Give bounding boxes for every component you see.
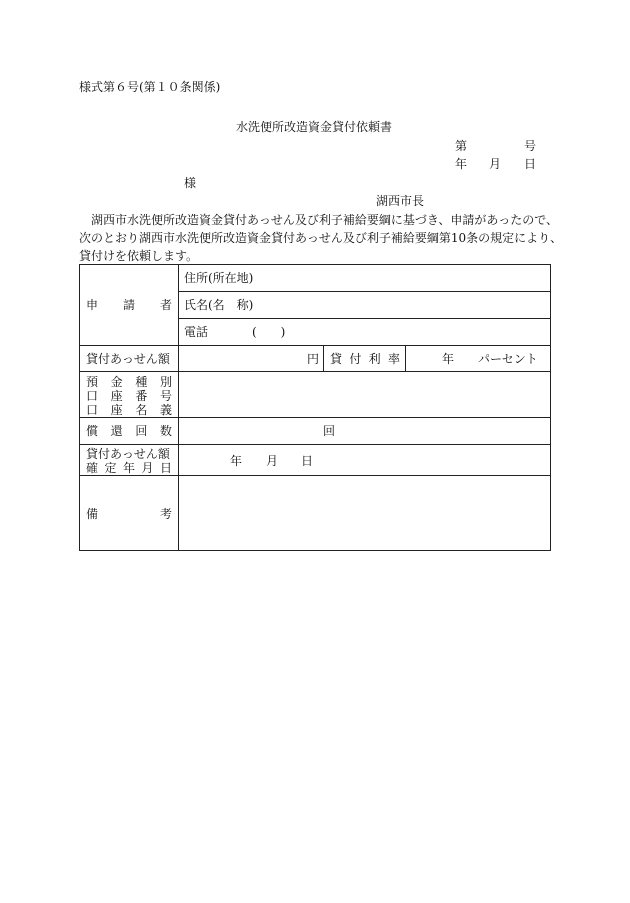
phone-paren: ( ) bbox=[252, 325, 286, 339]
remarks-label: 備 考 bbox=[86, 507, 172, 521]
decided-day: 日 bbox=[301, 454, 314, 468]
interest-rate-label: 貸 付 利 率 bbox=[330, 352, 400, 366]
loan-decided-label-1: 貸付あっせん額 bbox=[86, 447, 170, 461]
decided-month: 月 bbox=[266, 454, 279, 468]
applicant-label: 申 請 者 bbox=[86, 298, 172, 312]
kai-unit: 回 bbox=[323, 424, 336, 438]
rate-divider-left bbox=[323, 345, 324, 371]
repayment-count-label: 償 還 回 数 bbox=[86, 424, 172, 438]
row-divider bbox=[80, 444, 550, 445]
row-divider bbox=[178, 318, 550, 319]
body-text-line-2: 次のとおり湖西市水洗便所改造資金貸付あっせん及び利子補給要綱第10条の規定により、 bbox=[79, 231, 563, 245]
rate-nen: 年 bbox=[442, 352, 455, 366]
row-divider bbox=[80, 475, 550, 476]
document-title: 水洗便所改造資金貸付依頼書 bbox=[236, 120, 393, 134]
row-divider bbox=[80, 371, 550, 372]
label-column-divider bbox=[178, 265, 179, 550]
addressee-sama: 様 bbox=[184, 176, 197, 190]
rate-percent: パーセント bbox=[478, 352, 538, 366]
address-label: 住所(所在地) bbox=[184, 271, 254, 285]
row-divider bbox=[80, 417, 550, 418]
yen-unit: 円 bbox=[307, 352, 320, 366]
number-dai: 第 bbox=[455, 139, 468, 153]
issuer-name: 湖西市長 bbox=[376, 194, 425, 208]
row-divider bbox=[80, 345, 550, 346]
deposit-type-label: 預 金 種 別 bbox=[86, 375, 172, 389]
account-number-label: 口 座 番 号 bbox=[86, 389, 172, 403]
rate-divider-right bbox=[405, 345, 406, 371]
name-label: 氏名(名 称) bbox=[184, 298, 254, 312]
decided-year: 年 bbox=[230, 454, 243, 468]
form-number: 様式第６号(第１０条関係) bbox=[79, 80, 221, 94]
number-go: 号 bbox=[524, 139, 537, 153]
loan-amount-label: 貸付あっせん額 bbox=[86, 352, 170, 366]
date-day: 日 bbox=[524, 157, 537, 171]
phone-label: 電話 bbox=[184, 325, 209, 339]
row-divider bbox=[178, 291, 550, 292]
account-name-label: 口 座 名 義 bbox=[86, 403, 172, 417]
date-year: 年 bbox=[455, 157, 468, 171]
loan-decided-label-2: 確 定 年 月 日 bbox=[86, 461, 172, 475]
date-month: 月 bbox=[489, 157, 502, 171]
request-form-table bbox=[79, 264, 551, 551]
body-text-line-3: 貸付けを依頼します。 bbox=[79, 249, 199, 263]
body-text-line-1: 湖西市水洗便所改造資金貸付あっせん及び利子補給要綱に基づき、申請があったので、 bbox=[91, 213, 559, 227]
